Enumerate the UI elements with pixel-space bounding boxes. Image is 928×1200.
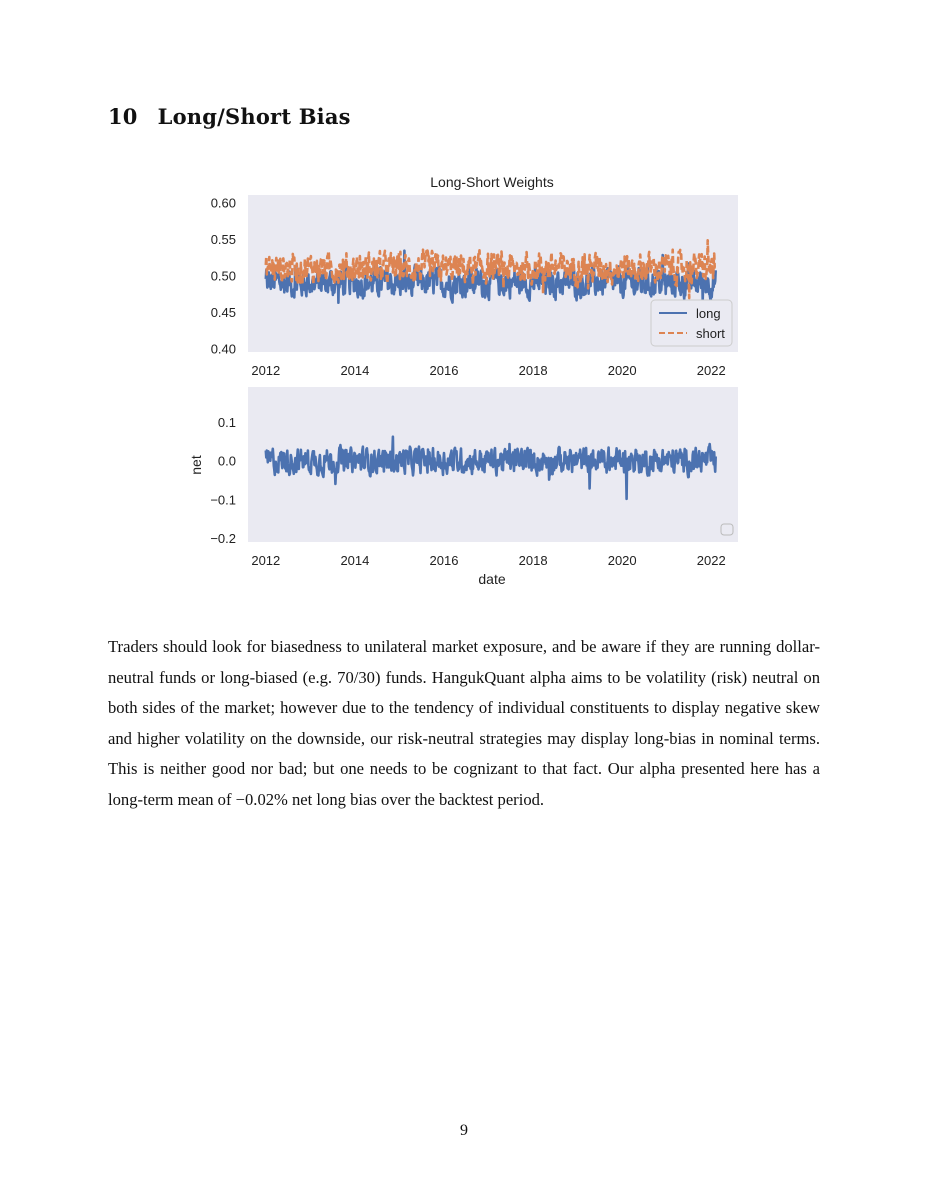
top-xtick-label: 2022 — [696, 363, 726, 378]
section-number: 10 — [108, 104, 138, 129]
top-xtick-label: 2014 — [340, 363, 370, 378]
long-short-figure — [185, 165, 745, 595]
legend-long-label: long — [696, 306, 721, 321]
top-chart-title: Long-Short Weights — [430, 174, 554, 190]
bot-xtick-label: 2014 — [340, 553, 370, 568]
bot-xtick-label: 2020 — [607, 553, 637, 568]
bot-ytick-label: −0.2 — [210, 531, 236, 547]
top-ytick-label: 0.45 — [210, 304, 236, 320]
legend-short-label: short — [696, 326, 725, 341]
top-ytick-label: 0.50 — [210, 268, 236, 284]
bot-xtick-label: 2018 — [518, 553, 548, 568]
body-paragraph: Traders should look for biasedness to unilateral market exposure, and be aware if they are running dollar-neutral funds or long-biased (e.g. 70/30) funds. HangukQuant alpha aims to be volatility (risk) neutral on both sides of the market; however due to the tendency of individual constituents to display negative skew and higher volatility on the downside, our risk-neutral strategies may display long-bias in nominal terms. This is neither good nor bad; but one needs to be cognizant to that fact. Our alpha presented here has a long-term mean of −0.02% net long bias over the backtest period. — [108, 637, 820, 809]
top-xtick-label: 2018 — [518, 363, 548, 378]
top-xtick-label: 2012 — [251, 363, 281, 378]
top-xtick-label: 2020 — [607, 363, 637, 378]
page-number: 9 — [460, 1122, 468, 1139]
bottom-legend-box — [721, 524, 733, 535]
top-xtick-label: 2016 — [429, 363, 459, 378]
section-heading — [108, 104, 351, 129]
bot-xtick-label: 2012 — [251, 553, 281, 568]
top-legend — [651, 300, 732, 346]
bot-ytick-label: −0.1 — [210, 492, 236, 508]
top-ytick-label: 0.40 — [210, 341, 236, 357]
section-title: Long/Short Bias — [157, 104, 351, 129]
top-ytick-label: 0.55 — [210, 231, 236, 247]
top-ytick-label: 0.60 — [210, 195, 236, 211]
bot-xtick-label: 2016 — [429, 553, 459, 568]
bot-ytick-label: 0.0 — [217, 453, 236, 469]
bottom-xlabel: date — [478, 571, 506, 587]
figure-svg — [185, 165, 745, 595]
bot-ytick-label: 0.1 — [217, 414, 236, 430]
bottom-ylabel: net — [188, 455, 204, 475]
bot-xtick-label: 2022 — [696, 553, 726, 568]
